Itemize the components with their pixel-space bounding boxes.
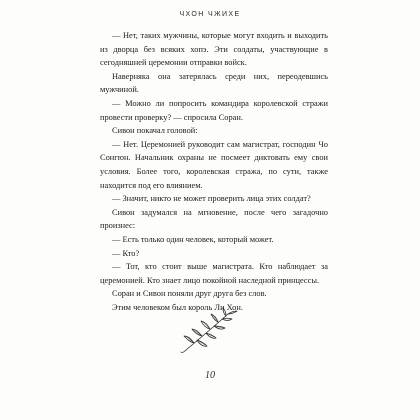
paragraph: Сивон покачал головой: [112,126,198,136]
leaf-branch-icon [178,306,240,356]
paragraph: Этим человеком был король Ли Хон. [112,302,243,312]
paragraph: Сивон задумался на мгновение, после чего загадочно произнес: [100,207,328,231]
paragraph: — Есть только один человек, который может. [112,234,274,244]
paragraph: — Нет. Церемонией руководит сам магистрат, господин Чо Сонгюн. Начальник охраны не посмеет диктовать ему свои условия. Более того, королевская стража, по сути, также находится под его влиянием. [100,139,328,190]
body-text [100,29,328,314]
paragraph: — Тот, кто стоит выше магистрата. Кто наблюдает за церемонией. Кто знает лицо покойной наследной принцессы. [100,262,328,285]
paragraph: — Можно ли попросить командира королевской стражи провести проверку? — спросила Соран. [100,98,328,122]
paragraph: Соран и Сивон поняли друг друга без слов. [112,289,267,299]
paragraph: Наверняка она затерялась среди них, переодевшись мужчиной. [100,71,328,95]
running-head-title: ЧХОН ЧЖИХЕ [179,11,241,18]
page-number: 10 [205,370,215,381]
paragraph: — Нет, таких мужчины, которые могут входить и выходить из дворца без всяких хопэ. Эти солдаты, участвующие в сегодняшней церемонии отправки войск. [100,31,328,68]
paragraph: — Кто? [112,248,140,258]
paragraph: — Значит, никто не может проверить лица этих солдат? [112,194,311,204]
